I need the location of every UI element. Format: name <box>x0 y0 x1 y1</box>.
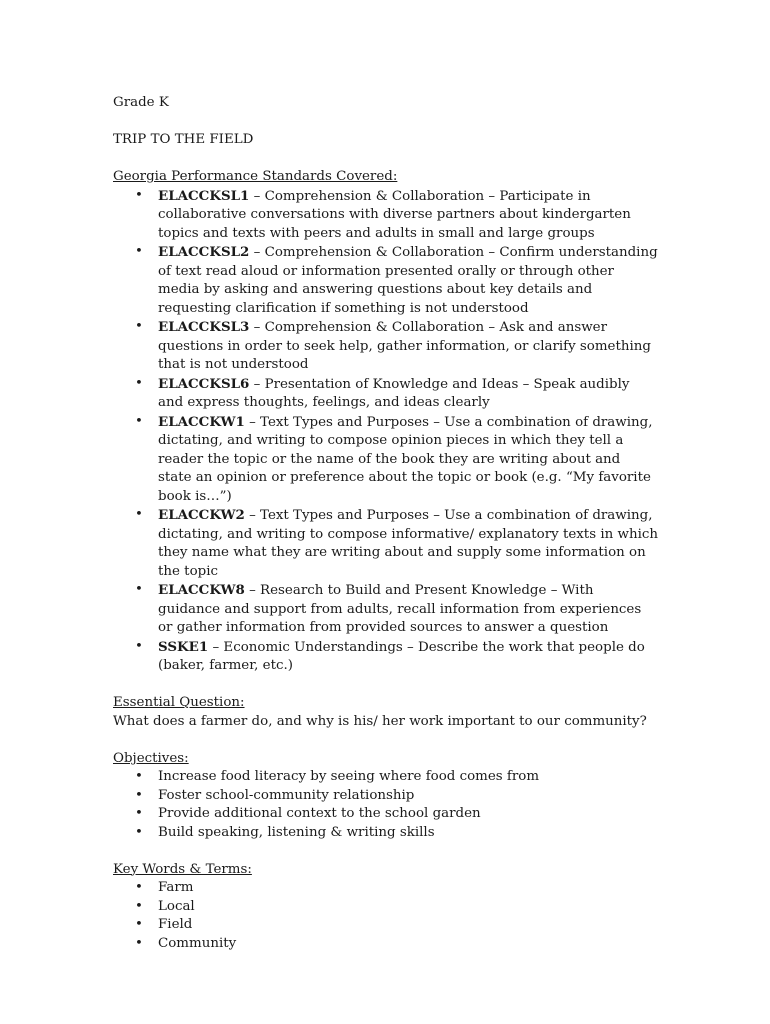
bullet-icon: • <box>135 917 143 932</box>
keyword-text: Community <box>158 935 237 951</box>
lesson-title: TRIP TO THE FIELD <box>113 132 254 147</box>
standards-list <box>113 187 670 676</box>
keyword-item <box>113 898 658 917</box>
objective-text: Increase food literacy by seeing where food comes from <box>158 769 540 784</box>
bullet-icon: • <box>135 824 143 840</box>
objective-text: Provide additional context to the school garden <box>158 806 481 821</box>
keyword-text: Farm <box>158 880 194 895</box>
bullet-icon: • <box>135 769 143 784</box>
objectives-heading: Objectives: <box>113 750 189 766</box>
standard-text: – Comprehension & Collaboration – Confirm understanding of text read aloud or information presented orally or through other media by asking and answering questions about key details and requesting clarification if something is not understood <box>158 245 658 316</box>
objective-item <box>113 805 658 824</box>
standard-text: – Presentation of Knowledge and Ideas – Speak audibly and express thoughts, feelings, and ideas clearly <box>158 376 630 410</box>
standard-item <box>113 506 658 581</box>
keywords-list <box>113 879 670 953</box>
keyword-text: Local <box>158 898 195 914</box>
standard-code: ELACCKW2 <box>158 507 245 523</box>
standard-text: – Text Types and Purposes – Use a combination of drawing, dictating, and writing to compose informative/ explanatory texts in which they name what they are writing about and supply some information on the topic <box>158 508 658 579</box>
bullet-icon: • <box>135 187 143 203</box>
bullet-icon: • <box>135 898 143 914</box>
bullet-icon: • <box>135 638 143 654</box>
standard-text: – Comprehension & Collaboration – Ask and answer questions in order to seek help, gather information, or clarify something that is not understood <box>158 320 651 372</box>
objective-text: Build speaking, listening & writing skills <box>158 824 435 840</box>
bullet-icon: • <box>135 806 143 821</box>
objective-item <box>113 787 658 806</box>
bullet-icon: • <box>135 319 143 334</box>
standard-text: – Economic Understandings – Describe the work that people do (baker, farmer, etc.) <box>158 639 645 673</box>
bullet-icon: • <box>135 935 143 951</box>
bullet-icon: • <box>135 582 143 597</box>
grade-level: Grade K <box>113 95 169 110</box>
standards-heading: Georgia Performance Standards Covered: <box>113 169 398 184</box>
bullet-icon: • <box>135 375 143 391</box>
bullet-icon: • <box>135 244 143 259</box>
standard-code: ELACCKSL1 <box>158 187 250 204</box>
standard-code: ELACCKSL2 <box>158 244 250 260</box>
objective-item <box>113 768 658 787</box>
keywords-heading: Key Words & Terms: <box>113 861 252 877</box>
standard-code: ELACCKW8 <box>158 582 245 598</box>
standard-text: – Text Types and Purposes – Use a combination of drawing, dictating, and writing to compose opinion pieces in which they tell a reader the topic or the name of the book they are writing about and state an opinion or preference about the topic or book (e.g. “My favorite book is…”) <box>158 414 653 504</box>
standard-text: – Research to Build and Present Knowledge – With guidance and support from adults, recall information from experiences or gather information from provided sources to answer a question <box>158 583 642 635</box>
standard-item <box>113 318 658 375</box>
standard-item <box>113 243 658 318</box>
standard-item <box>113 375 658 413</box>
standard-text: – Comprehension & Collaboration – Participate in collaborative conversations with diverse partners about kindergarten topics and texts with peers and adults in small and large groups <box>158 188 631 241</box>
bullet-icon: • <box>135 507 143 522</box>
objective-item <box>113 824 658 843</box>
standard-item <box>113 413 658 507</box>
objective-text: Foster school-community relationship <box>158 787 415 803</box>
keyword-text: Field <box>158 917 193 932</box>
bullet-icon: • <box>135 413 143 429</box>
standard-item <box>113 187 658 244</box>
bullet-icon: • <box>135 787 143 803</box>
standard-code: SSKE1 <box>158 638 209 655</box>
keyword-item <box>113 916 658 935</box>
standard-code: ELACCKSL3 <box>158 319 250 335</box>
standard-item <box>113 581 658 638</box>
keyword-item <box>113 935 658 954</box>
standard-code: ELACCKW1 <box>158 413 245 430</box>
objectives-list <box>113 768 670 842</box>
standard-item <box>113 638 658 676</box>
essential-question-text: What does a farmer do, and why is his/ her work important to our community? <box>113 713 647 729</box>
bullet-icon: • <box>135 880 143 895</box>
standard-code: ELACCKSL6 <box>158 375 250 392</box>
keyword-item <box>113 879 658 898</box>
essential-question-heading: Essential Question: <box>113 695 245 710</box>
